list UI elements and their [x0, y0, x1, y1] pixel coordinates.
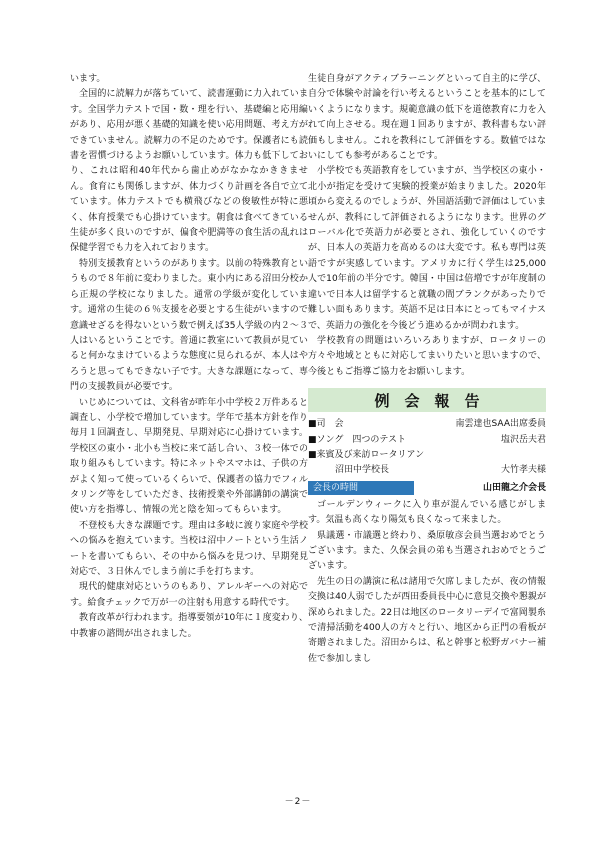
song-label: ■ソング 四つのテスト [308, 434, 406, 445]
paragraph: 小学校でも英語教育をしていますが、当学校区の東小・北小が指定を受けて実験的授業が始まりました。2020年頃から変えるのでしょうが、外国語活動で評価はしていませんが、教科にして評価されるようになります。世界のグローバル化で英語力が必要とされ、強化していくのですが、日本人の英語力を高めるのは大変です。私も専門は英語ですが実感しています。アメリカに行く学生は25,000人で10年前の半分です。韓国・中国は倍増ですが年度制の違いで日本人は留学すると就職の間ブランクがあったりで難しい面もあります。英語不足は日本にとってもマイナスで、英語力の強化を今後どう進めるかが問われます。 [308, 166, 546, 331]
song-row [308, 433, 546, 448]
guest-name: 大竹孝夫様 [500, 465, 546, 476]
guest-row [308, 463, 546, 478]
paragraph: 全国的に読解力が落ちていて、読書運動に力入れています。全国学力テストで国・数・理を行い、基礎編と応用編があり、応用が悪く基礎的知識を使い応用問題、考え方ができていません。読解力の不足のためです。保護者にも読書を習慣づけるようお願いしています。体力も低下しており、これは昭和40年代から歯止めがなかなかききません。食育にも関係しますが、体力づくり計画を各自で立てています。体力テストでも横飛びなどの俊敏性が特に悪く、体育授業でも心掛けています。朝食は食べてきている生徒が多く良いのですが、偏食や肥満等の食生活の乱れは保健学習でも力を入れております。 [70, 89, 308, 254]
paragraph: ゴールデンウィークに入り車が混んでいる感じがします。気温も高くなり陽気も良くなって来ました。 [308, 499, 546, 526]
paragraph: 県議選・市議選と終わり、桑原敏彦会員当選おめでとうございます。また、久保会員の弟も当選されおめでとうございます。 [308, 530, 546, 572]
report-heading-text: 例会報告 [374, 391, 495, 410]
mc-name: 南雲達也SAA出席委員 [455, 419, 546, 430]
chair-name: 山田龍之介会長 [482, 482, 546, 493]
page-number: －2－ [284, 797, 312, 807]
guests-row [308, 448, 546, 463]
report-heading [308, 388, 546, 412]
chair-time-badge: 会長の時間 [308, 481, 414, 495]
left-column [70, 72, 308, 642]
paragraph: 現代的健康対応というのもあり、アレルギーへの対応です。給食チェックで万が一の注射も用意する時代です。 [70, 582, 308, 608]
paragraph: います。 [70, 74, 106, 84]
guests-label: ■来賓及び来訪ロータリアン [308, 449, 425, 460]
guest-org: 沼田中学校長 [335, 465, 390, 476]
right-column [308, 72, 546, 667]
paragraph: いじめについては、文科省が昨年小中学校２万件あると調査し、小学校で増加しています。学年で基本方針を作り毎月１回調査し、早期発見、早期対応に心掛けています。学校区の東小・北小も当校に来て話し合い、３校一体での取り組みもしています。特にネットやスマホは、子供の方がよく知って使っているくらいで、保護者の協力でフィルタリング等をしていただき、技術授業や外部講師の講演で使い方を指導し、情報の光と陰を知ってもらいます。 [70, 397, 308, 516]
paragraph: 学校教育の問題はいろいろありますが、ロータリーの方々や地域とともに対応してまいりたいと思いますので、今後ともご指導ご協力をお願いします。 [308, 335, 546, 377]
mc-label: ■司 会 [308, 419, 344, 430]
paragraph: 特別支援教育というのがあります。以前の特殊教育というもので８年前に変わりました。東小内にある沼田分校から正規の学校になりました。通常の学級が変化しています。通常の生徒の６％支援を必要とする生徒がいますので意識せざるを得ないという数で例えば35人学級の内２～３人はいるということです。普通に教室にいて教員が見ていると何かなまけているような態度に見られるが、本人はやろうと思ってもできない子です。大きな課題になって、専門の支援教員が必要です。 [70, 258, 308, 393]
paragraph: 不登校も大きな課題です。理由は多岐に渡り家庭や学校への悩みを抱えています。当校は沼中ノートという生活ノートを書いてもらい、その中から悩みを見つけ、早期発見対応で、３日休んでしまう前に手を打ちます。 [70, 520, 308, 577]
mc-row [308, 417, 546, 432]
paragraph: 生徒自身がアクティブラーニングといって自主的に学び、自分で体験や討論を行い考えるということを基本的にしていくようになります。規範意識の低下を道徳教育に力を入れて向上させる。現在週１回ありますが、教科書もない評価もしません。これを教科にして評価をする。数値ではないにしても参考があることです。 [308, 74, 546, 162]
paragraph: 先生の日の講演に私は諸用で欠席しましたが、夜の情報交換は40人弱でしたが西田委員長中心に意見交換や懇親が深められました。22日は地区のロータリーデイで富岡製糸で清掃活動を400人の方々と行い、地区から正門の看板が寄贈されました。沼田からは、私と幹事と松野ガバナー補佐で参加しまし [308, 576, 546, 664]
paragraph: 教育改革が行われます。指導要領が10年に１度変わり、中教審の諮問が出されました。 [70, 613, 308, 639]
chair-row [308, 481, 546, 495]
song-name: 塩沢岳夫君 [500, 434, 546, 445]
